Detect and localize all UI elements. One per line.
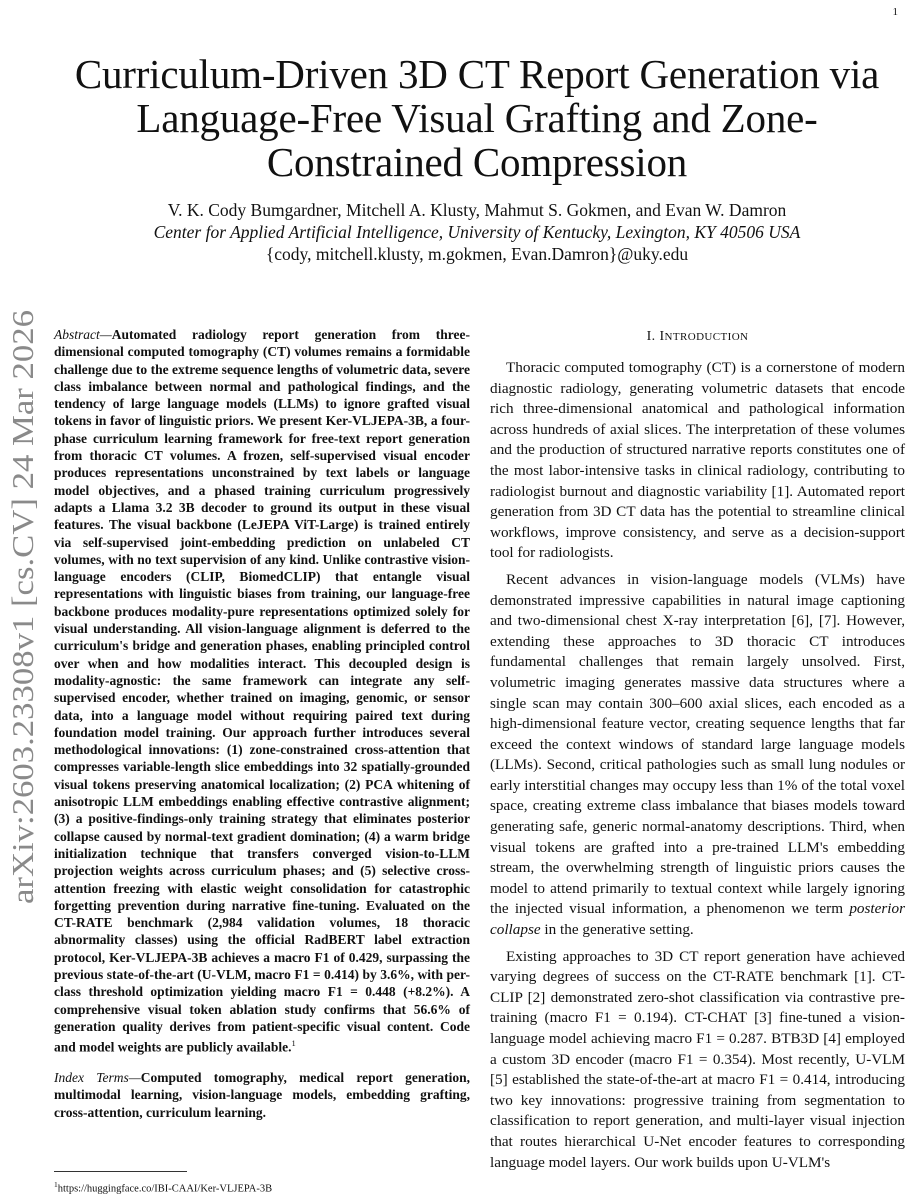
abstract-footnote-mark[interactable]: 1: [291, 1038, 296, 1049]
intro-paragraph-2-text: Recent advances in vision-language models (VLMs) have demonstrated impressive capabilities in natural image captioning and two-dimensional chest X-ray interpretation [6], [7]. However, extending these approaches to 3D thoracic CT introduces fundamental challenges that remain largely unsolved. First, volumetric imaging generates massive data structures where a single scan may contain 300–600 axial slices, each encoded as a high-dimensional feature vector, creating sequence lengths that far exceed the context windows of standard large language models (LLMs). Second, critical pathologies such as small lung nodules or early interstitial changes may occupy less than 1% of the total voxel space, creating extreme class imbalance that biases models toward generating safe, generic normal-anatomy descriptions. Third, when visual tokens are grafted into a pre-trained LLM's embedding stream, the overwhelming strength of linguistic priors causes the model to attend primarily to textual context while largely ignoring the injected visual information, a phenomenon we term: [490, 570, 905, 918]
paper-title: Curriculum-Driven 3D CT Report Generation via Language-Free Visual Grafting and Zone-Constrained Compression: [74, 51, 880, 185]
abstract: Abstract—Automated radiology report generation from three-dimensional computed tomography (CT) volumes remains a formidable challenge due to the extreme sequence lengths of volumetric data, severe class imbalance between normal and pathological findings, and the tendency of large language models (LLMs) to ignore grafted visual tokens in favor of linguistic priors. We present Ker-VLJEPA-3B, a four-phase curriculum learning framework for free-text report generation from thoracic CT volumes. A frozen, self-supervised visual encoder produces representations unconstrained by text labels or language model objectives, and a phased training curriculum progressively adapts a Llama 3.2 3B decoder to ground its output in these visual features. The visual backbone (LeJEPA ViT-Large) is trained entirely via self-supervised joint-embedding prediction on unlabeled CT volumes, with no text supervision of any kind. Unlike contrastive vision-language encoders (CLIP, BiomedCLIP) that entangle visual representations with linguistic biases from training, our language-free backbone produces modality-pure representations optimized solely for visual understanding. All vision-language alignment is deferred to the curriculum's bridge and generation phases, enabling principled control over when and how modalities interact. This decoupled design is modality-agnostic: the same framework can integrate any self-supervised encoder, whether trained on imaging, genomic, or sensor data, into a language model without requiring paired text during foundation model training. Our approach further introduces several methodological innovations: (1) zone-constrained cross-attention that compresses variable-length slice embeddings into 32 spatially-grounded visual tokens preserving anatomical localization; (2) PCA whitening of anisotropic LLM embeddings enabling effective contrastive alignment; (3) a positive-findings-only training strategy that eliminates posterior collapse caused by normal-text gradient domination; (4) a warm bridge initialization technique that transfers converged vision-to-LLM projection weights across curriculum phases; and (5) selective cross-attention freezing with elastic weight consolidation for catastrophic forgetting prevention during narrative fine-tuning. Evaluated on the CT-RATE benchmark (2,984 validation volumes, 18 thoracic abnormality classes) using the official RadBERT label extraction protocol, Ker-VLJEPA-3B achieves a macro F1 of 0.429, surpassing the previous state-of-the-art (U-VLM, macro F1 = 0.414) by 3.6%, with per-class threshold optimization yielding macro F1 = 0.448 (+8.2%). A comprehensive visual token ablation study confirms that 56.6% of generation quality derives from patient-specific visual content. Code and model weights are publicly available.$^1$: [54, 327, 470, 1055]
section-title-rest: NTRODUCTION: [664, 331, 749, 343]
right-column: [490, 328, 905, 1179]
arxiv-stamp-graphic: [4, 308, 44, 906]
abstract-label: Abstract: [54, 327, 100, 342]
section-heading-introduction: [490, 328, 905, 346]
abstract-text: Automated radiology report generation from three-dimensional computed tomography (CT) volumes remains a formidable challenge due to the extreme sequence lengths of volumetric data, severe class imbalance between normal and pathological findings, and the tendency of large language models (LLMs) to ignore grafted visual tokens in favor of linguistic priors. We present Ker-VLJEPA-3B, a four-phase curriculum learning framework for free-text report generation from thoracic CT volumes. A frozen, self-supervised visual encoder produces representations unconstrained by text labels or language model objectives, and a phased training curriculum progressively adapts a Llama 3.2 3B decoder to ground its output in these visual features. The visual backbone (LeJEPA ViT-Large) is trained entirely via self-supervised joint-embedding prediction on unlabeled CT volumes, with no text supervision of any kind. Unlike contrastive vision-language encoders (CLIP, BiomedCLIP) that entangle visual representations with linguistic biases from training, our language-free backbone produces modality-pure representations optimized solely for visual understanding. All vision-language alignment is deferred to the curriculum's bridge and generation phases, enabling principled control over when and how modalities interact. This decoupled design is modality-agnostic: the same framework can integrate any self-supervised encoder, whether trained on imaging, genomic, or sensor data, into a language model without requiring paired text during foundation model training. Our approach further introduces several methodological innovations: (1) zone-constrained cross-attention that compresses variable-length slice embeddings into 32 spatially-grounded visual tokens preserving anatomical localization; (2) PCA whitening of anisotropic LLM embeddings enabling effective contrastive alignment; (3) a positive-findings-only training strategy that eliminates posterior collapse caused by normal-text gradient domination; (4) a warm bridge initialization technique that transfers converged vision-to-LLM projection weights across curriculum phases; and (5) selective cross-attention freezing with elastic weight consolidation for catastrophic forgetting prevention during narrative fine-tuning. Evaluated on the CT-RATE benchmark (2,984 validation volumes, 18 thoracic abnormality classes) using the official RadBERT label extraction protocol, Ker-VLJEPA-3B achieves a macro F1 of 0.429, surpassing the previous state-of-the-art (U-VLM, macro F1 = 0.414) by 3.6%, with per-class threshold optimization yielding macro F1 = 0.448 (+8.2%). A comprehensive visual token ablation study confirms that 56.6% of generation quality derives from patient-specific visual content. Code and model weights are publicly available.: [54, 327, 470, 1055]
intro-paragraph-2-end: in the generative setting.: [544, 921, 694, 939]
left-column: [54, 326, 470, 1121]
footnote-mark: 1: [54, 1180, 58, 1189]
author-list: V. K. Cody Bumgardner, Mitchell A. Klusty, Mahmut S. Gokmen, and Evan W. Damron: [167, 200, 787, 220]
footnote-url-link[interactable]: https://huggingface.co/IBI-CAAI/Ker-VLJEPA-3B: [57, 1183, 273, 1195]
posterior-collapse-term: posterior collapse: [490, 900, 906, 939]
intro-paragraph-2: [490, 570, 905, 941]
author-emails: {cody, mitchell.klusty, m.gokmen, Evan.Damron}@uky.edu: [265, 244, 689, 264]
page-number: 1: [892, 6, 898, 18]
section-title-initial: I: [659, 329, 665, 344]
author-affiliation: Center for Applied Artificial Intelligence, University of Kentucky, Lexington, KY 40506 USA: [153, 222, 801, 242]
arxiv-identifier-stamp[interactable]: [4, 308, 44, 906]
intro-paragraph-1: Thoracic computed tomography (CT) is a cornerstone of modern diagnostic radiology, generating volumetric datasets that encode rich three-dimensional anatomical and pathological information across hundreds of axial slices. The interpretation of these volumes and the production of structured narrative reports constitutes one of the most labor-intensive tasks in clinical radiology, contributing to radiologist burnout and diagnostic variability [1]. Automated report generation from 3D CT data has the potential to streamline clinical workflows, improve consistency, and serve as a decision-support tool for radiologists.: [490, 359, 905, 562]
footnote: [54, 1178, 470, 1197]
footnote-divider: [54, 1171, 187, 1172]
index-terms-text: Computed tomography, medical report generation, multimodal learning, vision-language models, embedding grafting, cross-attention, curriculum learning.: [54, 1069, 470, 1120]
section-numeral: I.: [646, 329, 656, 344]
index-terms: Index Terms—Computed tomography, medical report generation, multimodal learning, vision-language models, embedding grafting, cross-attention, curriculum learning.: [54, 1069, 470, 1120]
arxiv-stamp-text: arXiv:2603.23308v1 [cs.CV] 24 Mar 2026: [5, 373, 40, 904]
intro-paragraph-3: Existing approaches to 3D CT report generation have achieved varying degrees of success on the CT-RATE benchmark [1]. CT-CLIP [2] demonstrated zero-shot classification via contrastive pre-training (macro F1 = 0.194). CT-CHAT [3] fine-tuned a vision-language model achieving macro F1 = 0.287. BTB3D [4] employed a custom 3D encoder (macro F1 = 0.354). Most recently, U-VLM [5] established the state-of-the-art at macro F1 = 0.414, introducing two key innovations: progressive training from segmentation to classification to report generation, and multi-layer visual injection that routes hierarchical U-Net encoder features to corresponding language model layers. Our work builds upon U-VLM's: [490, 947, 905, 1171]
index-terms-label: Index Terms: [54, 1069, 129, 1085]
